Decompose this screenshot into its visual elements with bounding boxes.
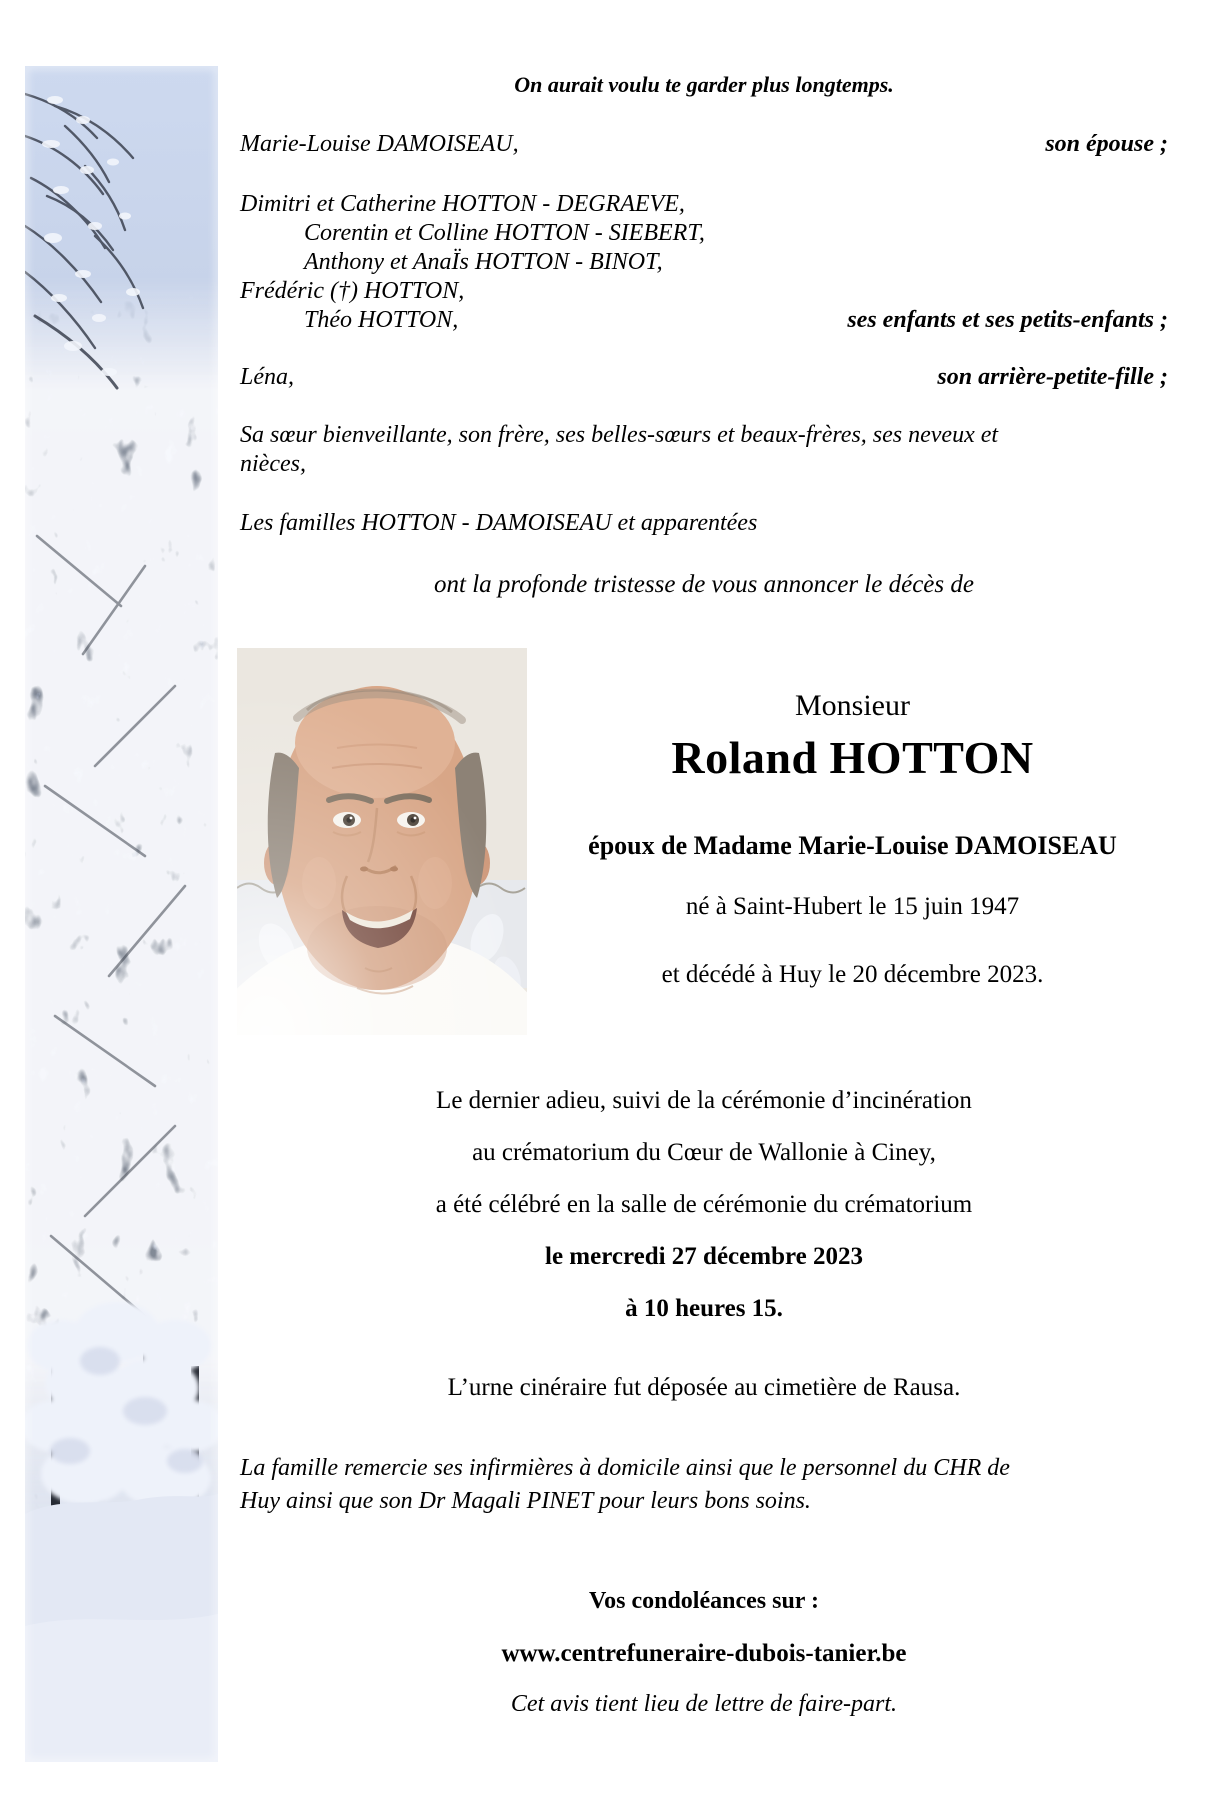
spouse-relation-label: son épouse ; bbox=[1045, 131, 1168, 157]
ceremony-line: au crématorium du Cœur de Wallonie à Ciney, bbox=[472, 1139, 936, 1166]
deceased-birth-line: né à Saint-Hubert le 15 juin 1947 bbox=[685, 893, 1020, 920]
announcement-line: ont la profonde tristesse de vous annoncer le décès de bbox=[434, 571, 974, 598]
winter-photo-strip bbox=[25, 66, 218, 1762]
deceased-death-line: et décédé à Huy le 20 décembre 2023. bbox=[661, 961, 1044, 988]
siblings-line: Sa sœur bienveillante, son frère, ses belles-sœurs et beaux-frères, ses neveux et bbox=[240, 422, 999, 448]
thanks-line: La famille remercie ses infirmières à domicile ainsi que le personnel du CHR de bbox=[240, 1455, 1010, 1481]
memorial-quote: On aurait voulu te garder plus longtemps. bbox=[514, 72, 894, 97]
condolences-website: www.centrefuneraire-dubois-tanier.be bbox=[501, 1640, 907, 1667]
winter-snow-scene bbox=[25, 66, 218, 1762]
snow-ground-highlight bbox=[25, 1614, 218, 1762]
thanks-line: Huy ainsi que son Dr Magali PINET pour leurs bons soins. bbox=[240, 1488, 811, 1514]
thanks-paragraph bbox=[240, 1452, 1168, 1518]
siblings-paragraph bbox=[240, 421, 1168, 479]
spouse-name: Marie-Louise DAMOISEAU, bbox=[240, 131, 519, 157]
great-granddaughter-relation-label: son arrière-petite-fille ; bbox=[937, 364, 1168, 390]
urn-line: L’urne cinéraire fut déposée au cimetière de Rausa. bbox=[447, 1374, 961, 1401]
ceremony-block bbox=[240, 1086, 1168, 1346]
photo-corner-fade bbox=[237, 648, 527, 1035]
child-row: Dimitri et Catherine HOTTON - DEGRAEVE, bbox=[240, 191, 685, 217]
child-row: Corentin et Colline HOTTON - SIEBERT, bbox=[304, 220, 705, 246]
condolences-label: Vos condoléances sur : bbox=[588, 1588, 820, 1614]
condolences-notice: Cet avis tient lieu de lettre de faire-part. bbox=[510, 1691, 898, 1717]
deceased-title: Monsieur bbox=[795, 689, 910, 722]
condolences-block bbox=[240, 1586, 1168, 1719]
ceremony-time: à 10 heures 15. bbox=[625, 1295, 783, 1322]
deceased-block bbox=[530, 648, 1175, 990]
child-name: Théo HOTTON, bbox=[304, 307, 459, 333]
child-row bbox=[240, 306, 1168, 335]
deceased-marriage-line: époux de Madame Marie-Louise DAMOISEAU bbox=[588, 831, 1117, 860]
siblings-line: nièces, bbox=[240, 451, 306, 477]
portrait-illustration bbox=[237, 648, 527, 1035]
great-granddaughter-name: Léna, bbox=[240, 364, 294, 390]
great-granddaughter-row bbox=[240, 363, 1168, 392]
snow-trees bbox=[25, 1302, 218, 1508]
deceased-name: Roland HOTTON bbox=[671, 732, 1034, 783]
ceremony-line: a été célébré en la salle de cérémonie du crématorium bbox=[435, 1191, 973, 1218]
child-row: Frédéric (†) HOTTON, bbox=[240, 278, 465, 304]
families-line: Les familles HOTTON - DAMOISEAU et apparentées bbox=[240, 510, 758, 536]
children-list bbox=[240, 190, 1168, 335]
spouse-row bbox=[240, 130, 1168, 159]
ceremony-line: Le dernier adieu, suivi de la cérémonie d’incinération bbox=[436, 1087, 972, 1114]
child-row: Anthony et AnaÏs HOTTON - BINOT, bbox=[304, 249, 663, 275]
ceremony-date: le mercredi 27 décembre 2023 bbox=[545, 1243, 863, 1270]
children-relation-label: ses enfants et ses petits-enfants ; bbox=[847, 307, 1168, 333]
deceased-portrait-photo bbox=[237, 648, 527, 1035]
